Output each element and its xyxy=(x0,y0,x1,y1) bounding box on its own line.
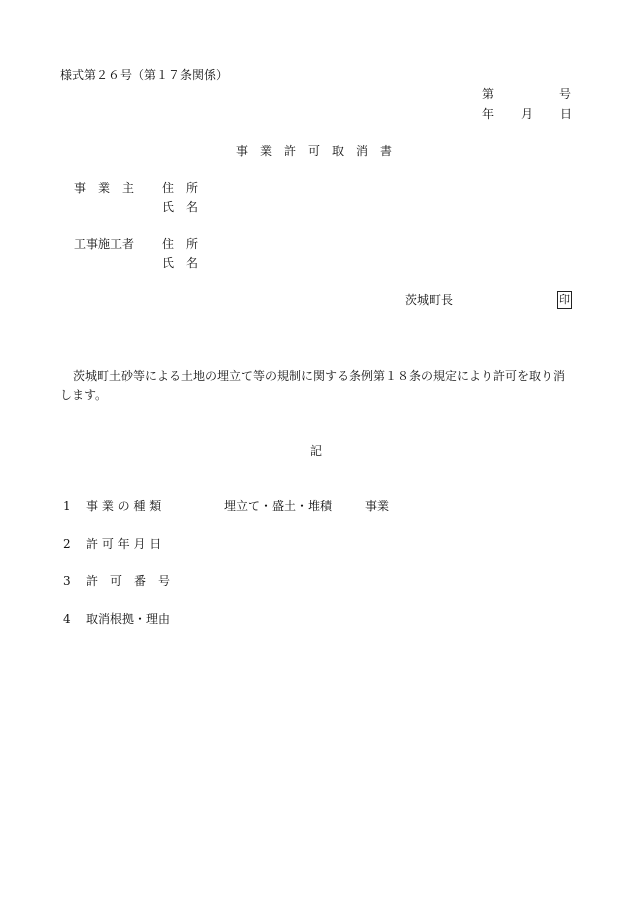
number-dai: 第 xyxy=(482,87,495,101)
item-1-value: 埋立て・盛土・堆積 xyxy=(224,499,333,513)
jigyounushi-address-label: 住 所 xyxy=(162,181,199,195)
ki-heading: 記 xyxy=(310,444,323,458)
body-text: 茨城町土砂等による土地の埋立て等の規制に関する条例第１８条の規定により許可を取り消します。 xyxy=(60,369,566,402)
date-month: 月 xyxy=(521,107,534,121)
item-3-label: 許 可 番 号 xyxy=(86,574,171,588)
item-4-label: 取消根拠・理由 xyxy=(86,612,171,626)
form-header: 様式第２６号（第１７条関係） xyxy=(60,68,229,82)
sekousha-address-label: 住 所 xyxy=(162,237,199,251)
jigyounushi-label: 事 業 主 xyxy=(74,181,135,195)
date-day: 日 xyxy=(560,107,573,121)
date-year: 年 xyxy=(482,107,495,121)
item-1-number: 1 xyxy=(63,499,71,513)
item-2-label: 許 可 年 月 日 xyxy=(86,537,162,551)
seal-mark: 印 xyxy=(557,291,572,309)
jigyounushi-name-label: 氏 名 xyxy=(162,200,199,214)
item-2-number: 2 xyxy=(63,537,71,551)
issuer-title: 茨城町長 xyxy=(405,293,454,307)
item-4-number: 4 xyxy=(63,612,71,626)
sekousha-label: 工事施工者 xyxy=(74,237,135,251)
item-1-label: 事 業 の 種 類 xyxy=(86,499,162,513)
sekousha-name-label: 氏 名 xyxy=(162,256,199,270)
item-3-number: 3 xyxy=(63,574,71,588)
item-1-suffix: 事業 xyxy=(365,499,390,513)
number-go: 号 xyxy=(559,87,572,101)
document-title: 事 業 許 可 取 消 書 xyxy=(236,144,393,158)
